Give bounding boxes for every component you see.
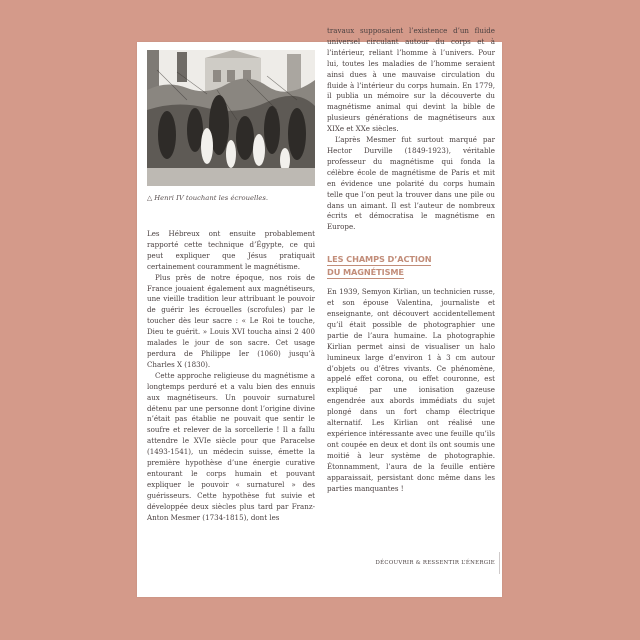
engraving-image — [147, 50, 315, 186]
section-heading-line-2: DU MAGNÉTISME — [327, 267, 404, 278]
right-column — [327, 26, 495, 494]
running-footer: DÉCOUVRIR & RESSENTIR L’ÉNERGIE — [375, 560, 495, 566]
engraving-illustration — [147, 50, 315, 186]
right-paragraph-2: L’après Mesmer fut surtout marqué par Hector Durville (1849-1923), véritable professeur du magnétisme qui fonda la célèbre école de magnétisme de Paris et mit en évidence une polarité du corps humain telle que l’on peut la trouver dans une pile ou dans un aimant. Il est l’auteur de nombreux écrits et démocratisa le magnétisme en Europe. — [327, 135, 495, 232]
section-heading — [327, 253, 495, 279]
triangle-marker-icon: △ — [147, 194, 153, 202]
right-paragraph-1: travaux supposaient l’existence d’un fluide universel circulant autour du corps et à l’intérieur, reliant l’homme à l’univers. Pour lui, toutes les maladies de l’homme seraient ainsi dues à une mauvaise circulation du fluide à l’intérieur du corps humain. En 1779, il publia un mémoire sur la découverte du magnétisme animal qui devint la bible de plusieurs générations de magnétiseurs aux XIXe et XXe siècles. — [327, 26, 495, 134]
section-paragraph: En 1939, Semyon Kirlian, un technicien russe, et son épouse Valentina, journaliste et enseignante, ont découvert accidentellement qu’il était possible de photographier une partie de l’aura humaine. La photographie Kirlian permet ainsi de visualiser un halo lumineux large d’environ 1 à 3 cm autour d’objets ou d’êtres vivants. Ce phénomène, appelé effet corona, ou effet couronne, est expliqué par une ionisation gazeuse engendrée aux abords immédiats du sujet plongé dans un fort champ électrique alternatif. Les Kirlian ont réalisé une expérience intéressante avec une feuille qu’ils ont coupée en deux et dont ils ont soumis une moitié à leur système de photographie. Étonnamment, l’aura de la feuille entière apparaissait, persistant donc même dans les parties manquantes ! — [327, 287, 495, 493]
left-paragraph-3: Cette approche religieuse du magnétisme a longtemps perduré et a valu bien des ennuis aux magnétiseurs. Un pouvoir surnaturel détenu par une personne dont l’origine divine n’était pas établie ne pouvait que sentir le soufre et relever de la sorcellerie ! Il a fallu attendre le XVIe siècle pour que Paracelse (1493-1541), un médecin suisse, émette la première hypothèse d’une énergie curative entourant le corps humain et pouvant expliquer le pouvoir « surnaturel » des guérisseurs. Cette hypothèse fut suivie et développée deux siècles plus tard par Franz-Anton Mesmer (1734-1815), dont les — [147, 370, 315, 522]
left-paragraph-2: Plus près de notre époque, nos rois de France jouaient également aux magnétiseurs, une vieille tradition leur attribuant le pouvoir de guérir les écrouelles (scrofules) par le toucher dès leur sacre : « Le Roi te touche, Dieu te guérit. » Louis XVI toucha ainsi 2 400 malades le jour de son sacre. Cet usage perdura de Philippe Ier (1060) jusqu’à Charles X (1830). — [147, 272, 315, 369]
left-column — [147, 42, 315, 523]
book-page — [137, 26, 502, 597]
caption-text: Henri IV touchant les écrouelles. — [154, 194, 269, 202]
image-caption — [147, 194, 315, 203]
section-heading-line-1: LES CHAMPS D’ACTION — [327, 254, 432, 265]
left-paragraph-1: Les Hébreux ont ensuite probablement rapporté cette technique d’Égypte, ce qui peut expliquer que Jésus pratiquait certainement couramment le magnétisme. — [147, 229, 315, 271]
footer-divider — [499, 552, 500, 574]
